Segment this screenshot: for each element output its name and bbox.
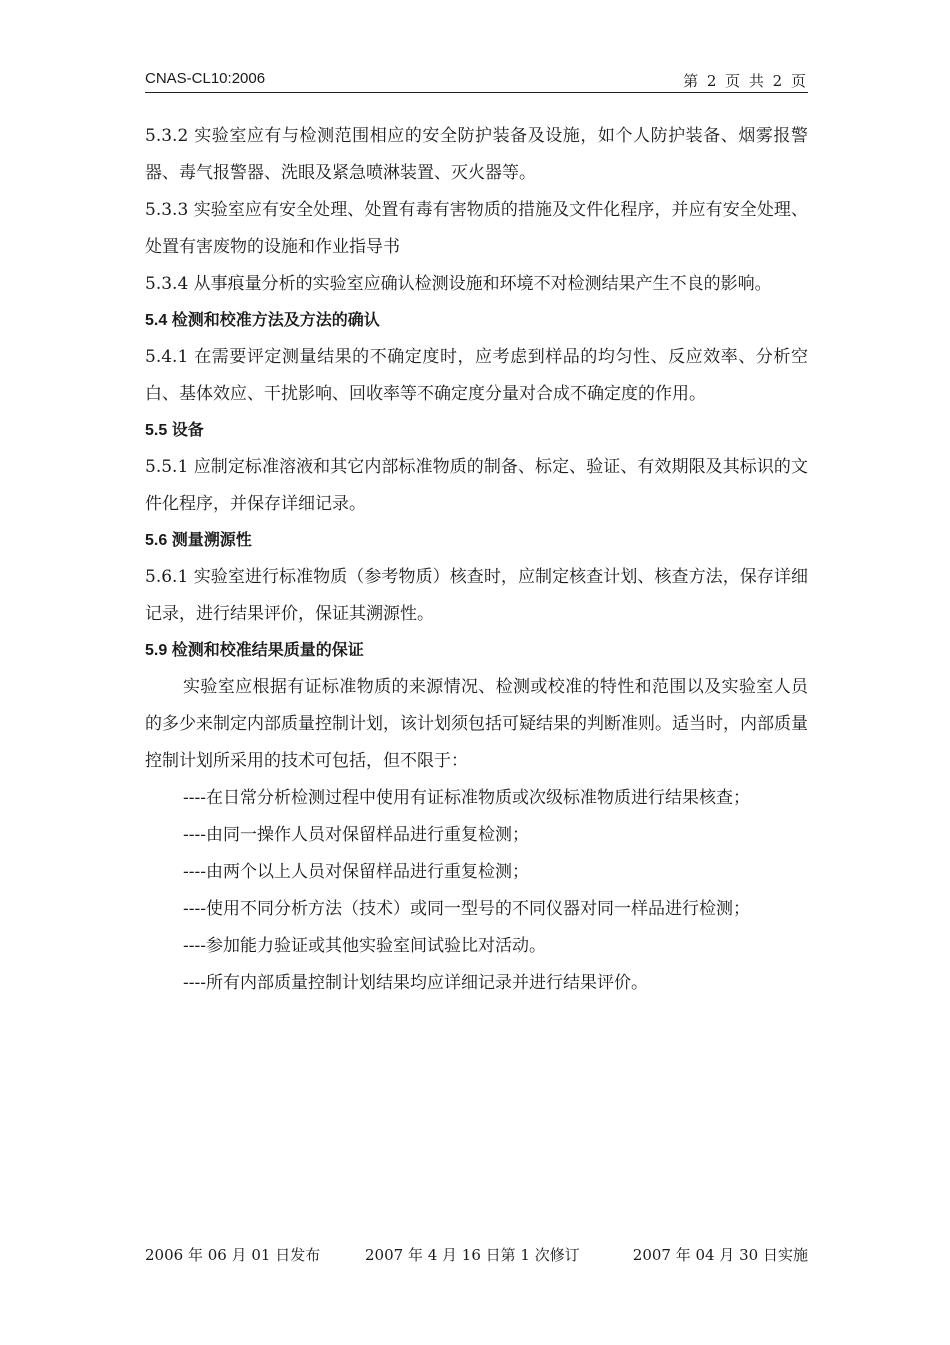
- list-item: ----由两个以上人员对保留样品进行重复检测；: [183, 862, 529, 882]
- doc-code: CNAS-CL10:2006: [145, 70, 266, 87]
- clause-5-9-intro: 实验室应根据有证标准物质的来源情况、检测或校准的特性和范围以及实验室人员的多少来制定内部质量控制计划，该计划须包括可疑结果的判断准则。适当时，内部质量控制计划所采用的技术可包括，但不限于：: [145, 677, 808, 771]
- effective-date: 2007 年 04 月 30 日实施: [632, 1246, 808, 1264]
- heading-5-4: 5.4 检测和校准方法及方法的确认: [145, 312, 380, 329]
- list-item: ----使用不同分析方法（技术）或同一型号的不同仪器对同一样品进行检测；: [183, 899, 750, 919]
- revision-date: 2007 年 4 月 16 日第 1 次修订: [365, 1246, 580, 1264]
- list-item: ----所有内部质量控制计划结果均应详细记录并进行结果评价。: [183, 973, 648, 993]
- document-body: [145, 118, 808, 1002]
- page-header: [145, 70, 808, 93]
- clause-5-4-1: 5.4.1 在需要评定测量结果的不确定度时，应考虑到样品的均匀性、反应效率、分析空白、基体效应、干扰影响、回收率等不确定度分量对合成不确定度的作用。: [145, 347, 808, 404]
- issue-date: 2006 年 06 月 01 日发布: [145, 1246, 321, 1264]
- clause-5-6-1: 5.6.1 实验室进行标准物质（参考物质）核查时，应制定核查计划、核查方法，保存详细记录，进行结果评价，保证其溯源性。: [145, 567, 808, 624]
- clause-5-3-2: 5.3.2 实验室应有与检测范围相应的安全防护装备及设施，如个人防护装备、烟雾报警器、毒气报警器、洗眼及紧急喷淋装置、灭火器等。: [145, 126, 808, 183]
- list-item: ----参加能力验证或其他实验室间试验比对活动。: [183, 936, 546, 956]
- heading-5-6: 5.6 测量溯源性: [145, 532, 252, 549]
- page-number: 第 2 页 共 2 页: [683, 72, 808, 90]
- clause-5-3-3: 5.3.3 实验室应有安全处理、处置有毒有害物质的措施及文件化程序，并应有安全处理、处置有害废物的设施和作业指导书: [145, 200, 808, 257]
- heading-5-5: 5.5 设备: [145, 422, 204, 439]
- clause-5-3-4: 5.3.4 从事痕量分析的实验室应确认检测设施和环境不对检测结果产生不良的影响。: [145, 274, 772, 294]
- heading-5-9: 5.9 检测和校准结果质量的保证: [145, 642, 364, 659]
- clause-5-5-1: 5.5.1 应制定标准溶液和其它内部标准物质的制备、标定、验证、有效期限及其标识的文件化程序，并保存详细记录。: [145, 457, 808, 514]
- page-footer: [145, 1244, 808, 1266]
- list-item: ----在日常分析检测过程中使用有证标准物质或次级标准物质进行结果核查；: [183, 788, 750, 808]
- list-item: ----由同一操作人员对保留样品进行重复检测；: [183, 825, 529, 845]
